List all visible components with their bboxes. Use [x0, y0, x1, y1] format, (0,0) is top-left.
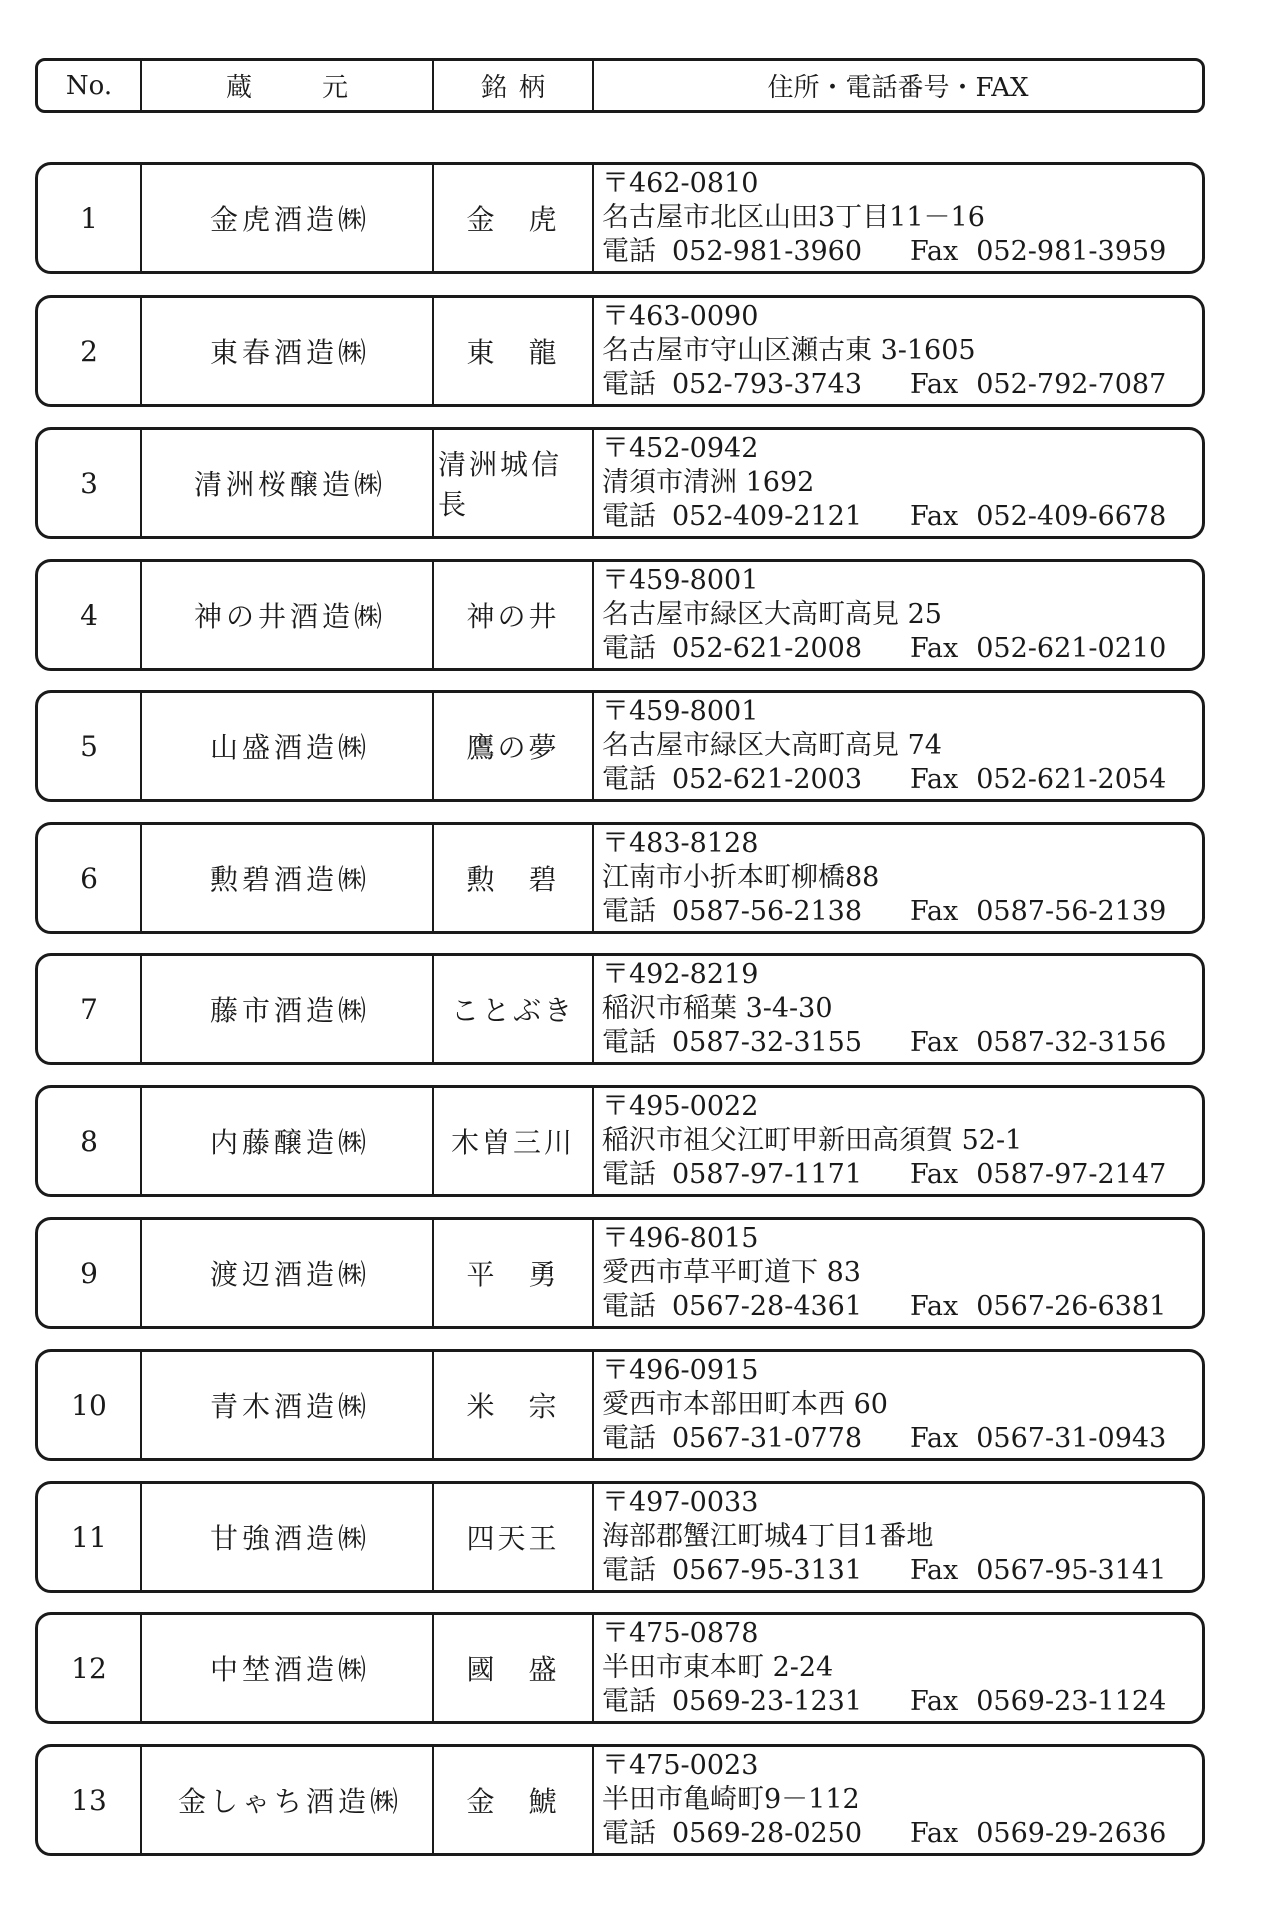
street-address: 名古屋市北区山田3丁目11－16 — [602, 202, 985, 233]
contact-line — [602, 1158, 1202, 1192]
street-address: 愛西市本部田町本西 60 — [602, 1389, 888, 1420]
contact-line — [602, 1026, 1202, 1060]
address-block — [594, 165, 1202, 271]
row-number: 10 — [38, 1352, 142, 1458]
brand-name: 金 鯱 — [434, 1747, 594, 1853]
contact-line — [602, 500, 1202, 534]
brewery-name: 青木酒造㈱ — [142, 1352, 434, 1458]
row-number: 13 — [38, 1747, 142, 1853]
contact-line — [602, 235, 1202, 269]
fax-number: 052-792-7087 — [976, 369, 1167, 400]
row-number: 7 — [38, 956, 142, 1062]
fax-label: Fax — [910, 896, 959, 927]
row-number: 6 — [38, 825, 142, 931]
brand-name: ことぶき — [434, 956, 594, 1062]
fax-number: 052-621-0210 — [976, 633, 1167, 664]
address-block — [594, 825, 1202, 931]
brand-name: 神の井 — [434, 562, 594, 668]
brand-name: 鷹の夢 — [434, 693, 594, 799]
postal-code: 〒463-0090 — [602, 301, 759, 332]
table-row — [35, 1349, 1205, 1461]
street-address: 名古屋市守山区瀬古東 3-1605 — [602, 335, 976, 366]
brand-name: 木曽三川 — [434, 1088, 594, 1194]
table-row — [35, 1481, 1205, 1593]
table-row — [35, 559, 1205, 671]
street-address: 稲沢市稲葉 3-4-30 — [602, 993, 833, 1024]
street-address: 名古屋市緑区大高町高見 74 — [602, 730, 942, 761]
contact-line — [602, 1422, 1202, 1456]
header-no: No. — [38, 61, 142, 110]
row-number: 8 — [38, 1088, 142, 1194]
tel-number: 052-409-2121 — [672, 501, 863, 532]
row-number: 12 — [38, 1615, 142, 1721]
tel-label: 電話 — [602, 1423, 656, 1454]
fax-label: Fax — [910, 501, 959, 532]
brand-name: 國 盛 — [434, 1615, 594, 1721]
fax-number: 0587-97-2147 — [976, 1159, 1167, 1190]
fax-label: Fax — [910, 1159, 959, 1190]
row-number: 3 — [38, 430, 142, 536]
fax-label: Fax — [910, 1555, 959, 1586]
tel-label: 電話 — [602, 1027, 656, 1058]
postal-code: 〒452-0942 — [602, 433, 759, 464]
table-row — [35, 427, 1205, 539]
row-number: 2 — [38, 298, 142, 404]
brand-name: 東 龍 — [434, 298, 594, 404]
fax-label: Fax — [910, 633, 959, 664]
street-address: 稲沢市祖父江町甲新田高須賀 52-1 — [602, 1125, 1023, 1156]
brewery-name: 金虎酒造㈱ — [142, 165, 434, 271]
address-block — [594, 430, 1202, 536]
row-number: 9 — [38, 1220, 142, 1326]
address-block — [594, 1220, 1202, 1326]
street-address: 半田市亀崎町9－112 — [602, 1784, 860, 1815]
brewery-name: 甘強酒造㈱ — [142, 1484, 434, 1590]
street-address: 名古屋市緑区大高町高見 25 — [602, 599, 942, 630]
table-row — [35, 1744, 1205, 1856]
brewery-name: 中埜酒造㈱ — [142, 1615, 434, 1721]
fax-label: Fax — [910, 1027, 959, 1058]
postal-code: 〒497-0033 — [602, 1487, 759, 1518]
header-kuramoto-label: 蔵元 — [225, 73, 418, 103]
tel-number: 0587-32-3155 — [672, 1027, 863, 1058]
tel-number: 052-621-2008 — [672, 633, 863, 664]
address-block — [594, 298, 1202, 404]
contact-line — [602, 632, 1202, 666]
brewery-name: 藤市酒造㈱ — [142, 956, 434, 1062]
fax-number: 0567-95-3141 — [976, 1555, 1167, 1586]
brewery-name: 勲碧酒造㈱ — [142, 825, 434, 931]
postal-code: 〒496-8015 — [602, 1223, 759, 1254]
header-kuramoto — [142, 61, 434, 110]
street-address: 半田市東本町 2-24 — [602, 1652, 834, 1683]
header-meigara-label: 銘柄 — [480, 73, 557, 103]
brewery-name: 金しゃち酒造㈱ — [142, 1747, 434, 1853]
table-row — [35, 822, 1205, 934]
contact-line — [602, 895, 1202, 929]
row-number: 5 — [38, 693, 142, 799]
brewery-name: 東春酒造㈱ — [142, 298, 434, 404]
brand-name: 四天王 — [434, 1484, 594, 1590]
postal-code: 〒475-0023 — [602, 1750, 759, 1781]
street-address: 海部郡蟹江町城4丁目1番地 — [602, 1521, 934, 1552]
tel-number: 052-621-2003 — [672, 764, 863, 795]
address-block — [594, 956, 1202, 1062]
contact-line — [602, 1554, 1202, 1588]
brand-name: 清洲城信長 — [434, 430, 594, 536]
address-block — [594, 562, 1202, 668]
postal-code: 〒475-0878 — [602, 1618, 759, 1649]
brand-name: 米 宗 — [434, 1352, 594, 1458]
fax-number: 0567-26-6381 — [976, 1291, 1167, 1322]
fax-number: 052-621-2054 — [976, 764, 1167, 795]
contact-line — [602, 368, 1202, 402]
fax-number: 0567-31-0943 — [976, 1423, 1167, 1454]
address-block — [594, 1484, 1202, 1590]
table-header — [35, 58, 1205, 113]
brand-name: 勲 碧 — [434, 825, 594, 931]
tel-number: 0587-97-1171 — [672, 1159, 863, 1190]
fax-label: Fax — [910, 1423, 959, 1454]
tel-number: 0587-56-2138 — [672, 896, 863, 927]
fax-label: Fax — [910, 369, 959, 400]
street-address: 江南市小折本町柳橋88 — [602, 862, 880, 893]
street-address: 愛西市草平町道下 83 — [602, 1257, 861, 1288]
table-row — [35, 690, 1205, 802]
table-row — [35, 295, 1205, 407]
tel-label: 電話 — [602, 369, 656, 400]
tel-label: 電話 — [602, 1818, 656, 1849]
table-row — [35, 1217, 1205, 1329]
header-address: 住所・電話番号・FAX — [767, 73, 1029, 103]
contact-line — [602, 1685, 1202, 1719]
address-block — [594, 1088, 1202, 1194]
table-row — [35, 953, 1205, 1065]
tel-number: 0569-28-0250 — [672, 1818, 863, 1849]
tel-label: 電話 — [602, 633, 656, 664]
postal-code: 〒459-8001 — [602, 565, 759, 596]
street-address: 清須市清洲 1692 — [602, 467, 815, 498]
tel-number: 0567-31-0778 — [672, 1423, 863, 1454]
brewery-name: 渡辺酒造㈱ — [142, 1220, 434, 1326]
postal-code: 〒496-0915 — [602, 1355, 759, 1386]
header-meigara — [434, 61, 594, 110]
fax-number: 052-981-3959 — [976, 236, 1167, 267]
tel-label: 電話 — [602, 1555, 656, 1586]
row-number: 11 — [38, 1484, 142, 1590]
brand-name: 平 勇 — [434, 1220, 594, 1326]
postal-code: 〒459-8001 — [602, 696, 759, 727]
postal-code: 〒483-8128 — [602, 828, 759, 859]
row-number: 1 — [38, 165, 142, 271]
contact-line — [602, 1817, 1202, 1851]
fax-label: Fax — [910, 236, 959, 267]
contact-line — [602, 1290, 1202, 1324]
tel-label: 電話 — [602, 1159, 656, 1190]
fax-label: Fax — [910, 1818, 959, 1849]
brewery-name: 清洲桜醸造㈱ — [142, 430, 434, 536]
fax-number: 052-409-6678 — [976, 501, 1167, 532]
tel-label: 電話 — [602, 236, 656, 267]
contact-line — [602, 763, 1202, 797]
address-block — [594, 1615, 1202, 1721]
postal-code: 〒495-0022 — [602, 1091, 759, 1122]
tel-label: 電話 — [602, 764, 656, 795]
table-row — [35, 162, 1205, 274]
tel-label: 電話 — [602, 896, 656, 927]
fax-number: 0569-23-1124 — [976, 1686, 1167, 1717]
table-row — [35, 1612, 1205, 1724]
fax-label: Fax — [910, 1291, 959, 1322]
table-row — [35, 1085, 1205, 1197]
postal-code: 〒462-0810 — [602, 168, 759, 199]
tel-number: 0569-23-1231 — [672, 1686, 863, 1717]
tel-number: 052-981-3960 — [672, 236, 863, 267]
brand-name: 金 虎 — [434, 165, 594, 271]
brewery-name: 神の井酒造㈱ — [142, 562, 434, 668]
tel-label: 電話 — [602, 1686, 656, 1717]
fax-label: Fax — [910, 1686, 959, 1717]
fax-number: 0569-29-2636 — [976, 1818, 1167, 1849]
tel-number: 0567-28-4361 — [672, 1291, 863, 1322]
brewery-name: 内藤醸造㈱ — [142, 1088, 434, 1194]
fax-label: Fax — [910, 764, 959, 795]
tel-label: 電話 — [602, 1291, 656, 1322]
fax-number: 0587-32-3156 — [976, 1027, 1167, 1058]
address-block — [594, 1352, 1202, 1458]
tel-label: 電話 — [602, 501, 656, 532]
postal-code: 〒492-8219 — [602, 959, 759, 990]
address-block — [594, 693, 1202, 799]
row-number: 4 — [38, 562, 142, 668]
tel-number: 052-793-3743 — [672, 369, 863, 400]
address-block — [594, 1747, 1202, 1853]
tel-number: 0567-95-3131 — [672, 1555, 863, 1586]
fax-number: 0587-56-2139 — [976, 896, 1167, 927]
brewery-name: 山盛酒造㈱ — [142, 693, 434, 799]
